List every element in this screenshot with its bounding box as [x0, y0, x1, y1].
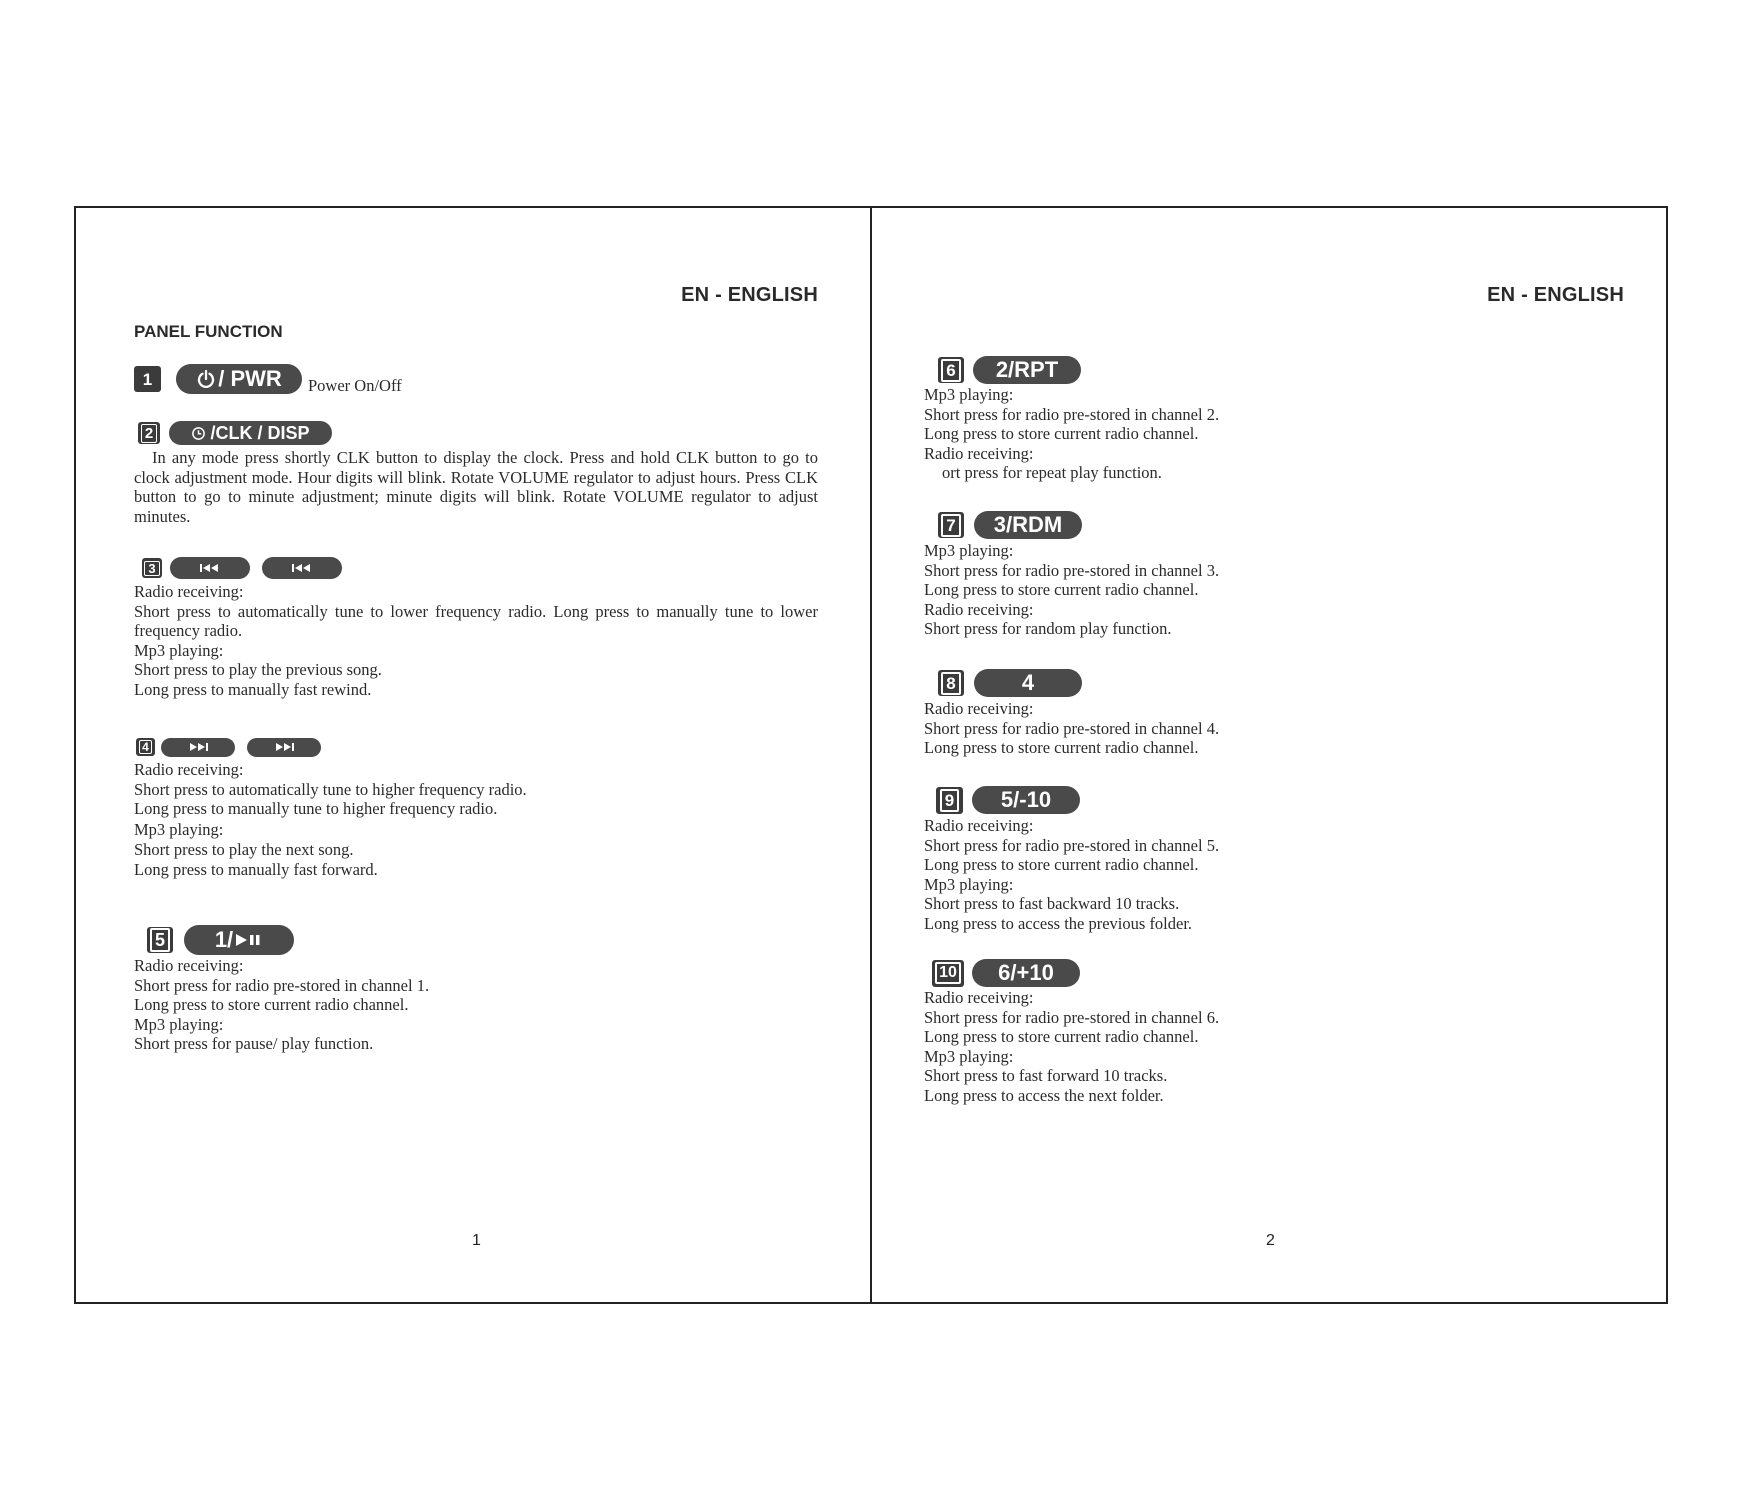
next-button-label-alt: [247, 738, 321, 757]
section-title: PANEL FUNCTION: [134, 322, 283, 341]
item-number-badge: 5: [147, 927, 173, 953]
panel-item-10: [924, 958, 1608, 1106]
description-line: Short press to automatically tune to lower frequency radio. Long press to manually tune to lower frequency radio.: [134, 601, 818, 641]
description-line: Radio receiving:: [924, 816, 1034, 835]
description-line: Short press for radio pre-stored in channel 6.: [924, 1007, 1220, 1027]
item-number-badge: 10: [932, 960, 964, 987]
language-header: EN - ENGLISH: [681, 284, 818, 306]
description-line: Short press for random play function.: [924, 619, 1172, 639]
power-button-label: / PWR: [176, 364, 302, 394]
clock-display-button-label: /CLK / DISP: [169, 421, 332, 445]
next-description: [134, 760, 818, 880]
preset-6-description: [924, 988, 1608, 1106]
description-line: Long press to store current radio channel.: [924, 738, 1199, 758]
panel-item-6: [924, 356, 1608, 483]
preset-1-description: [134, 956, 818, 1054]
previous-button-label: [170, 557, 250, 579]
preset-4-button-label: 4: [974, 669, 1082, 697]
description-line: Radio receiving:: [924, 988, 1034, 1007]
fast-forward-icon: [187, 742, 209, 752]
panel-item-4: [134, 737, 818, 880]
page-number: 1: [472, 1232, 481, 1249]
preset-4-description: [924, 699, 1608, 758]
next-track-icon: [273, 742, 295, 752]
manual-page-left: [74, 206, 872, 1304]
panel-item-1: [134, 364, 818, 394]
description-line: Long press to store current radio channel.: [134, 995, 409, 1015]
preset-2-repeat-button-label: 2/RPT: [973, 356, 1081, 384]
description-line: Long press to store current radio channel.: [924, 580, 1199, 600]
description-line: Radio receiving:: [924, 443, 1034, 463]
item-number-badge: 2: [138, 422, 160, 444]
description-line: Mp3 playing:: [134, 640, 224, 660]
description-line: Short press for pause/ play function.: [134, 1034, 374, 1054]
description-line: Short press for radio pre-stored in channel 5.: [924, 835, 1220, 855]
description-line: Long press to manually fast rewind.: [134, 679, 372, 699]
description-line: Short press to play the next song.: [134, 840, 354, 860]
previous-button-label-alt: [262, 557, 342, 579]
previous-track-icon: [199, 563, 221, 573]
description-line: Long press to manually tune to higher frequency radio.: [134, 799, 498, 819]
preset-1-play-pause-button-label: 1/: [184, 925, 294, 955]
clock-description: In any mode press shortly CLK button to display the clock. Press and hold CLK button to go to clock adjustment mode. Hour digits will blink. Rotate VOLUME regulator to adjust hours. Press CLK button to go to minute adjustment; minute digits will blink. Rotate VOLUME regulator to adjust minutes.: [134, 448, 818, 526]
play-pause-icon: [235, 933, 263, 947]
description-line: Short press to automatically tune to higher frequency radio.: [134, 779, 527, 799]
description-line: Radio receiving:: [134, 956, 244, 975]
next-button-label: [161, 738, 235, 757]
previous-description: [134, 582, 818, 700]
panel-item-2: [134, 421, 818, 526]
preset-3-random-button-label: 3/RDM: [974, 511, 1082, 539]
description-line: Long press to store current radio channel.: [924, 424, 1199, 444]
description-line: Mp3 playing:: [134, 819, 224, 839]
description-line: Short press to fast backward 10 tracks.: [924, 894, 1180, 914]
preset-6-forward-10-button-label: 6/+10: [972, 959, 1080, 987]
item-number-badge: 3: [142, 558, 162, 578]
description-line: Mp3 playing:: [924, 1046, 1014, 1066]
item-number-badge: 4: [136, 738, 155, 756]
description-line: Mp3 playing:: [134, 1014, 224, 1034]
description-line: Long press to store current radio channel.: [924, 1027, 1199, 1047]
panel-item-8: [924, 668, 1608, 758]
description-line: Mp3 playing:: [924, 385, 1014, 404]
description-line: Short press for radio pre-stored in channel 2.: [924, 404, 1220, 424]
description-line: Short press for radio pre-stored in channel 3.: [924, 560, 1220, 580]
power-description: Power On/Off: [308, 376, 402, 395]
description-line: Long press to store current radio channel.: [924, 855, 1199, 875]
manual-page-right: [870, 206, 1668, 1304]
description-line: Short press to play the previous song.: [134, 660, 382, 680]
description-line: Mp3 playing:: [924, 541, 1014, 560]
description-line: Long press to access the next folder.: [924, 1085, 1164, 1105]
item-number-badge: 6: [938, 357, 964, 383]
description-line: Radio receiving:: [924, 599, 1034, 619]
description-line: Radio receiving:: [134, 760, 244, 779]
item-number-badge: 1: [134, 366, 161, 392]
preset-5-back-10-button-label: 5/-10: [972, 786, 1080, 814]
preset-3-description: [924, 541, 1608, 639]
description-line: Long press to manually fast forward.: [134, 859, 378, 879]
power-icon: [196, 369, 216, 389]
page-number: 2: [1266, 1232, 1275, 1249]
description-line: Short press for radio pre-stored in channel 4.: [924, 718, 1220, 738]
preset-2-description: [924, 385, 1608, 483]
clock-icon: [191, 426, 206, 441]
description-line: Long press to access the previous folder.: [924, 913, 1193, 933]
description-line: Short press to fast forward 10 tracks.: [924, 1066, 1168, 1086]
description-line: Radio receiving:: [134, 582, 244, 601]
panel-item-5: [134, 925, 818, 1054]
panel-item-3: [134, 557, 818, 700]
description-line: Radio receiving:: [924, 699, 1034, 718]
panel-item-9: [924, 785, 1608, 934]
panel-item-7: [924, 510, 1608, 639]
item-number-badge: 7: [938, 512, 964, 538]
item-number-badge: 9: [936, 787, 963, 814]
preset-5-description: [924, 816, 1608, 934]
item-number-badge: 8: [938, 670, 964, 696]
description-line: Short press for radio pre-stored in channel 1.: [134, 975, 430, 995]
description-line: ort press for repeat play function.: [942, 463, 1162, 483]
language-header: EN - ENGLISH: [1487, 284, 1624, 306]
previous-track-icon: [291, 563, 313, 573]
description-line: Mp3 playing:: [924, 874, 1014, 894]
